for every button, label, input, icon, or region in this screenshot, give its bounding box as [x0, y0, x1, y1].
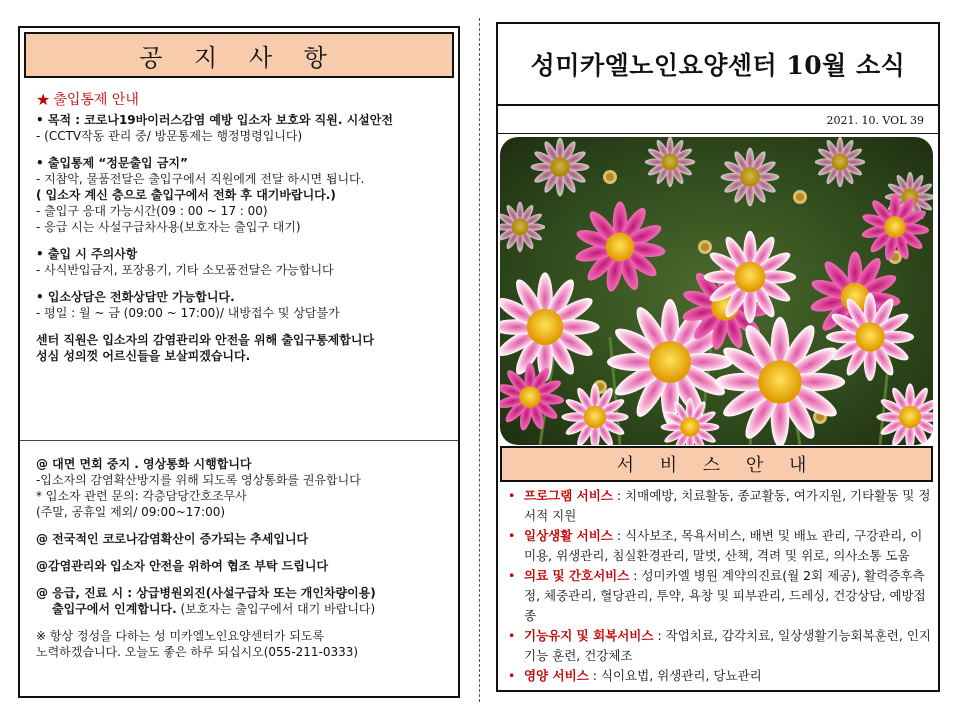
notice-block — [36, 92, 452, 364]
info-line: 출입구에서 인계합니다. — [52, 602, 177, 616]
notice-line: - 지참악, 물품전달은 출입구에서 직원에게 전달 하시면 됩니다. — [36, 172, 365, 186]
notice-title: 출입통제 안내 — [53, 92, 139, 108]
info-line: @ 전국적인 코로나감염확산이 증가되는 추세입니다 — [36, 532, 309, 546]
service-label: 프로그램 서비스 — [524, 488, 613, 503]
notice-line: - 출입구 응대 가능시간(09 : 00 ~ 17 : 00) — [36, 204, 268, 218]
star-icon: ★ — [36, 90, 51, 109]
service-item — [508, 486, 932, 526]
info-line: @ 대면 면회 중지 . 영상통화 시행합니다 — [36, 457, 252, 471]
notice-line: - 사식반입금지, 포장용기, 기타 소모품전달은 가능합니다 — [36, 263, 334, 277]
notice-line: 센터 직원은 입소자의 감염관리와 안전을 위해 출입구통제합니다 — [36, 333, 375, 347]
service-label: 기능유지 및 회복서비스 — [524, 628, 654, 643]
newsletter-title: 성미카엘노인요양센터 10월 소식 — [498, 24, 938, 106]
daisy-flowers-photo — [500, 137, 933, 445]
bullet-icon: • — [508, 628, 516, 643]
service-item — [508, 666, 932, 686]
services-list — [508, 486, 932, 686]
info-note: (보호자는 출입구에서 대기 바랍니다) — [180, 602, 376, 616]
service-text: : 성미카엘 병원 계약의진료(월 2회 제공), 활력증후측정, 체중관리, 혈당관리, 투약, 욕창 및 피부관리, 드레싱, 건강상담, 예방접종 — [524, 568, 926, 623]
service-item — [508, 526, 932, 566]
notice-line: - (CCTV작동 관리 중/ 방문통제는 행정명령입니다) — [36, 129, 303, 143]
notice-line: - 평일 : 월 ~ 금 (09:00 ~ 17:00)/ 내방접수 및 상담불가 — [36, 306, 340, 320]
notice-line: • 입소상담은 전화상담만 가능합니다. — [36, 290, 235, 304]
info-line: (주말, 공휴일 제외/ 09:00~17:00) — [36, 505, 226, 519]
info-line-with-note — [36, 601, 452, 617]
service-text: : 작업치료, 감각치료, 일상생활기능회복훈련, 인지 기능 훈련, 건강체조 — [524, 628, 931, 663]
info-line: -입소자의 감염확산방지를 위해 되도록 영상통화를 권유합니다 — [36, 473, 361, 487]
notice-line: • 목적 : 코로나19바이러스감염 예방 입소자 보호와 직원. 시설안전 — [36, 113, 393, 127]
notice-title-row — [36, 92, 452, 108]
notice-header: 공 지 사 항 — [24, 32, 454, 78]
service-text: : 식사보조, 목욕서비스, 배변 및 배뇨 관리, 구강관리, 이미용, 위생관리, 침실환경관리, 말벗, 산책, 격려 및 위로, 의사소통 도움 — [524, 528, 923, 563]
bullet-icon: • — [508, 568, 516, 583]
notice-line: 성심 성의껏 어르신들을 보살피겠습니다. — [36, 349, 251, 363]
bullet-icon: • — [508, 668, 516, 683]
page-fold-line — [479, 18, 480, 702]
info-line: ※ 항상 정성을 다하는 성 미카엘노인요양센터가 되도록 — [36, 629, 324, 643]
info-line: 노력하겠습니다. 오늘도 좋은 하루 되십시오(055-211-0333) — [36, 645, 359, 659]
notice-line: ( 입소자 계신 층으로 출입구에서 전화 후 대기바랍니다.) — [36, 188, 336, 202]
notice-panel — [18, 26, 460, 698]
services-header: 서 비 스 안 내 — [500, 446, 933, 482]
info-line: @감염관리와 입소자 안전을 위하여 협조 부탁 드립니다 — [36, 559, 329, 573]
service-label: 일상생활 서비스 — [524, 528, 613, 543]
service-item — [508, 566, 932, 626]
service-text: : 치매예방, 치료활동, 종교활동, 여가지원, 기타활동 및 정서적 지원 — [524, 488, 931, 523]
info-block — [36, 456, 452, 660]
service-text: : 식이요법, 위생관리, 당뇨관리 — [588, 668, 762, 683]
bullet-icon: • — [508, 488, 516, 503]
notice-line: • 출입통제 “정문출입 금지” — [36, 156, 188, 170]
info-line: * 입소자 관련 문의: 각층담당간호조무사 — [36, 489, 247, 503]
notice-line: • 출입 시 주의사항 — [36, 247, 138, 261]
notice-line: - 응급 시는 사설구급차사용(보호자는 출입구 대기) — [36, 220, 301, 234]
service-label: 영양 서비스 — [524, 668, 589, 683]
info-line: @ 응급, 진료 시 : 상급병원외진(사설구급차 또는 개인차량이용) — [36, 586, 376, 600]
bullet-icon: • — [508, 528, 516, 543]
newsletter-panel — [496, 22, 940, 692]
section-divider — [20, 440, 458, 441]
volume-label: 2021. 10. VOL 39 — [826, 114, 924, 127]
volume-line — [498, 108, 938, 134]
service-item — [508, 626, 932, 666]
service-label: 의료 및 간호서비스 — [524, 568, 630, 583]
